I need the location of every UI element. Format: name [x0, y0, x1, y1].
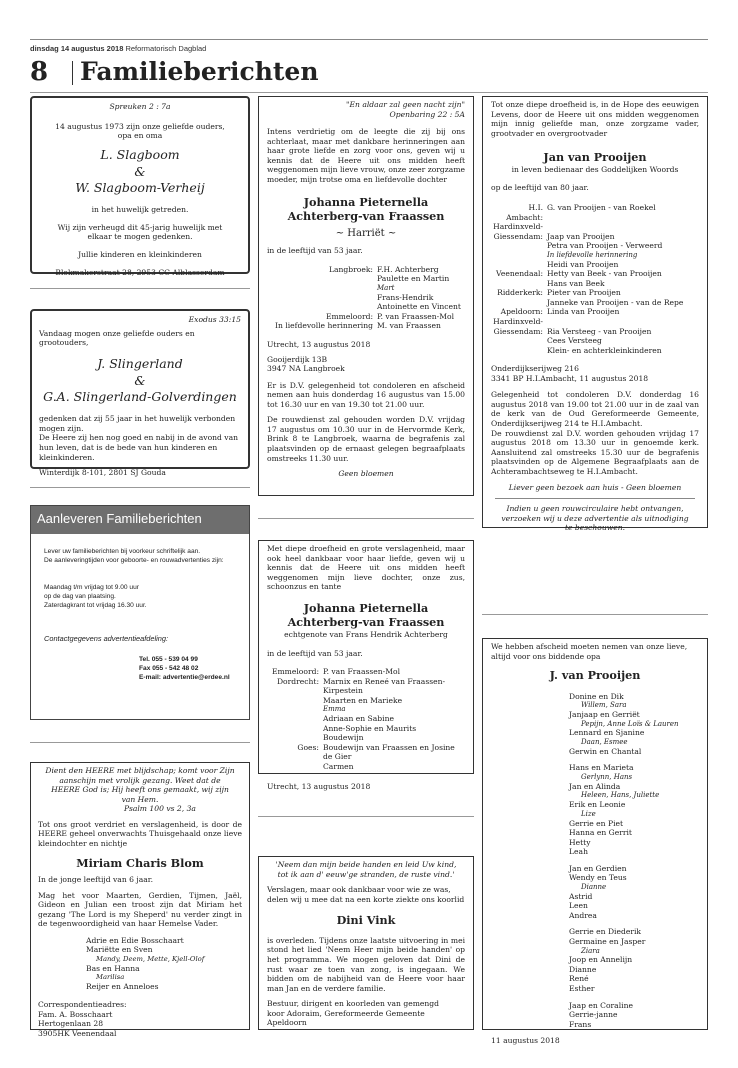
- role: in leven bedienaar des Goddelijken Woords: [511, 164, 679, 174]
- family-row: [267, 705, 465, 714]
- divider: [495, 498, 695, 499]
- grandchild: Dianne: [581, 882, 607, 891]
- row-label: Giessendam:: [493, 231, 543, 241]
- grandchild: Germaine en Jasper: [569, 936, 646, 946]
- grandchild: Gerrie-janne: [569, 1010, 618, 1020]
- sign-1: Bestuur, dirigent en koorleden van gemengd: [267, 999, 440, 1009]
- family-row: [491, 298, 699, 308]
- intro: Met diepe droefheid en grote verslagenheid, maar ook heel dankbaar voor haar liefde, geven wij u kennis dat de Heere uit ons midden heeft weggenomen mijn lieve dochter, onze zus, schoonzus en tante: [267, 544, 465, 592]
- family-member: Reijer en Anneloes: [86, 981, 159, 991]
- grandchild: Willem, Sara: [581, 701, 627, 710]
- row-names: Adriaan en Sabine: [323, 714, 394, 724]
- name-1: Johanna Pieternella: [303, 600, 429, 615]
- grandchild: Andrea: [569, 910, 597, 920]
- intro: Vandaag mogen onze geliefde ouders en grootouders,: [39, 328, 195, 348]
- addr-2: 3341 BP H.I.Ambacht, 11 augustus 2018: [491, 373, 649, 383]
- row-names: Jaap van Prooijen: [547, 231, 615, 241]
- date: Utrecht, 13 augustus 2018: [267, 339, 371, 349]
- family-row: [491, 241, 699, 251]
- family-row: [491, 279, 699, 289]
- page-number: 8: [30, 57, 49, 87]
- family-member: Marilisa: [96, 973, 125, 982]
- family-row: [267, 284, 465, 293]
- closing: Geen bloemen: [338, 469, 394, 479]
- row-label: Emmeloord:: [325, 311, 373, 321]
- header-dateline: [30, 44, 206, 53]
- row-label: Goes:: [297, 742, 319, 752]
- grandchild: Heleen, Hans, Juliette: [581, 791, 660, 800]
- grandchild: Donine en Dik: [569, 691, 624, 701]
- family-row: [267, 302, 465, 312]
- date: 11 augustus 2018: [491, 1036, 560, 1046]
- row-label: Dordrecht:: [276, 676, 319, 686]
- row-label: [491, 279, 547, 289]
- family-member: Mariëtte en Sven: [86, 945, 153, 955]
- family-row: [267, 321, 465, 331]
- delivery-body: [31, 534, 249, 683]
- death-notice-jan-grandchildren: [482, 638, 708, 1046]
- verse: Spreuken 2 : 7a: [109, 102, 171, 111]
- family-row: [267, 312, 465, 322]
- family-member: Adrie en Edie Bosschaart: [86, 935, 184, 945]
- death-notice-jan-family: [482, 96, 708, 533]
- family-table: [491, 203, 699, 355]
- age: in de leeftijd van 53 jaar.: [267, 246, 363, 256]
- row-names: Maarten en Marieke: [323, 695, 403, 705]
- family-row: [491, 260, 699, 270]
- family-row: [267, 696, 465, 706]
- verse: 'Neem dan mijn beide handen en leid Uw kind, tot ik aan d' eeuw'ge stranden, de ruste vind.': [275, 860, 457, 879]
- note: Indien u geen rouwcirculaire hebt ontvangen, verzoeken wij u deze advertentie als uitnodiging te beschouwen.: [501, 503, 689, 533]
- row-names: Mart: [377, 283, 395, 292]
- corr-label: Correspondentieadres:: [38, 1000, 127, 1010]
- family-row: [491, 203, 699, 222]
- intro: Intens verdrietig om de leegte die zij bij ons achterlaat, maar met dankbare herinneringen aan haar grote liefde en zorg voor ons, geven wij u kennis dat de Heere uit ons midden heeft weggenomen mijn lieve vrouw, onze zeer zorgzame moeder, mijn trotse oma en liefdevolle dochter: [267, 127, 466, 184]
- grandchild: Ziara: [581, 946, 600, 955]
- intro: We hebben afscheid moeten nemen van onze lieve, altijd voor ons biddende opa: [491, 642, 688, 661]
- addr-2: 3947 NA Langbroek: [267, 364, 345, 374]
- row-names: Petra van Prooijen - Verweerd: [547, 241, 663, 251]
- row-names: Carmen: [323, 761, 354, 771]
- age: in de leeftijd van 53 jaar.: [267, 648, 363, 658]
- header-paper: Reformatorisch Dagblad: [125, 44, 207, 53]
- anniversary-slagboom: [30, 96, 250, 277]
- intro: 14 augustus 1973 zijn onze geliefde ouders, opa en oma: [55, 121, 225, 141]
- row-label: Hardinxveld-: [493, 222, 543, 232]
- grandchild: Gerrie en Diederik: [569, 927, 641, 937]
- row-label: Langbroek:: [328, 264, 373, 274]
- row-label: H.I. Ambacht:: [506, 202, 543, 222]
- ampersand: &: [134, 163, 146, 179]
- name-2: Achterberg-van Fraassen: [287, 615, 445, 630]
- header-bottom-rule: [30, 92, 708, 93]
- row-names: P. van Fraassen-Mol: [377, 311, 454, 321]
- row-names: [547, 222, 699, 232]
- date: Utrecht, 13 augustus 2018: [267, 781, 371, 791]
- text-2: De Heere zij hen nog goed en nabij in de avond van hun leven, dat is de bede van hun kinderen en kleinkinderen.: [39, 433, 239, 462]
- grandchild: Lennard en Sjanine: [569, 728, 645, 738]
- row-label: Hardinxveld-: [493, 316, 543, 326]
- family-row: [267, 274, 465, 284]
- grandchild: Leah: [569, 847, 588, 857]
- family-member: Mandy, Deem, Mette, Kjell-Olof: [96, 955, 205, 963]
- row-label: [267, 274, 377, 284]
- spouse: echtgenote van Frans Hendrik Achterberg: [284, 629, 448, 639]
- name-2: G.A. Slingerland-Golverdingen: [43, 389, 237, 405]
- row-label: [267, 284, 377, 293]
- row-names: Ria Versteeg - van Prooijen: [547, 326, 652, 336]
- flowers: Liever geen bezoek aan huis - Geen bloemen: [508, 483, 682, 493]
- row-label: [267, 696, 323, 706]
- grandchildren-group: [569, 692, 699, 757]
- family-row: [491, 317, 699, 327]
- family-row: [491, 288, 699, 298]
- row-names: Cees Versteeg: [547, 336, 602, 346]
- row-label: In liefdevolle herinnering: [275, 321, 373, 331]
- family-row: [267, 667, 465, 677]
- delivery-line-3: Maandag t/m vrijdag tot 9.00 uur: [44, 583, 139, 591]
- verse-ref: Openbaring 22 : 5A: [389, 109, 465, 119]
- grandchild: Leen: [569, 901, 588, 911]
- row-names: Anne-Sophie en Maurits: [323, 723, 417, 733]
- row-names: Antoinette en Vincent: [377, 302, 461, 312]
- row-label: [267, 293, 377, 303]
- rule: [30, 288, 250, 289]
- row-names: Boudewijn: [323, 733, 364, 743]
- family-row: [491, 346, 699, 356]
- grandchild: Daan, Esmee: [581, 738, 628, 746]
- contact-heading: Contactgegevens advertentieafdeling:: [44, 634, 169, 644]
- intro: Tot onze diepe droefheid is, in de Hope des eeuwigen Levens, door de Heere uit ons midden weggenomen mijn innig geliefde man, onze zorgzame vader, grootvader en overgrootvader: [491, 100, 699, 138]
- family-member: Bas en Hanna: [86, 963, 140, 973]
- family-row: [267, 265, 465, 275]
- grandchild: Lize: [581, 809, 596, 818]
- ampersand: &: [134, 372, 146, 388]
- row-label: [491, 336, 547, 346]
- delivery-line-2: De aanleveringtijden voor geboorte- en rouwadvertenties zijn:: [44, 556, 224, 564]
- contact-lines: [44, 656, 243, 683]
- deceased-name: Dini Vink: [336, 913, 396, 928]
- delivery-title: Aanleveren Familieberichten: [31, 506, 249, 534]
- row-label: [267, 705, 323, 714]
- grandchild: Janjaap en Gerriët: [569, 710, 640, 720]
- name-1: Johanna Pieternella: [303, 194, 429, 209]
- grandchild: Hans en Marieta: [569, 763, 634, 773]
- death-notice-johanna-mother: [258, 540, 474, 791]
- row-names: Pieter van Prooijen: [547, 288, 621, 298]
- grandchildren-group: [569, 927, 699, 993]
- delivery-line-5: Zaterdagkrant tot vrijdag 16.30 uur.: [44, 601, 147, 609]
- row-names: [547, 317, 699, 327]
- family-row: [267, 293, 465, 303]
- intro: Tot ons groot verdriet en verslagenheid, is door de HEERE geheel onverwachts Thuisgehaald onze lieve kleindochter en nichtje: [38, 819, 242, 848]
- row-names: Emma: [323, 705, 346, 714]
- row-names: Janneke van Prooijen - van de Repe: [547, 297, 684, 307]
- address: Winterdijk 8-101, 2801 SJ Gouda: [39, 468, 166, 478]
- grandchild: René: [569, 974, 589, 984]
- row-names: Hans van Beek: [547, 278, 605, 288]
- page-title: Familieberichten: [80, 57, 319, 86]
- condolence: Gelegenheid tot condoleren D.V. donderdag 16 augustus 2018 van 19.00 tot 21.00 uur in de zaal van de kerk van de Oud Gereformeerde Gemeente, Onderdijkserijweg 214 te H.I.Ambacht.: [491, 390, 699, 428]
- intro: Verslagen, maar ook dankbaar voor wie ze was, delen wij u mee dat na een korte ziekte ons koorlid: [267, 885, 465, 904]
- row-label: [491, 241, 547, 251]
- row-names: Frans-Hendrik: [377, 292, 434, 302]
- delivery-line-1: Lever uw familieberichten bij voorkeur schriftelijk aan.: [44, 548, 201, 555]
- family-table: [267, 667, 465, 771]
- anniversary-slingerland: [30, 309, 250, 478]
- grandchildren-group: [569, 1001, 699, 1030]
- corr-1: Fam. A. Bosschaart: [38, 1009, 113, 1019]
- text: is overleden. Tijdens onze laatste uitvoering in mei stond het lied 'Neem Heer mijn beide handen' op het programma. We mogen geloven dat Dini de rust waar ze toen van zong, is ingegaan. We bidden om de nabijheid van de Heere voor haar man Jan en de verdere familie.: [267, 935, 465, 993]
- name-2: Achterberg-van Fraassen: [287, 209, 445, 224]
- row-names: In liefdevolle herinnering: [547, 250, 638, 259]
- service: De rouwdienst zal gehouden worden D.V. vrijdag 17 augustus om 10.30 uur in de Hervormde Kerk, Brink 8 te Langbroek, waarna de begrafenis zal plaatsvinden op de ernaast gelegen begraafplaats omstreeks 11.30 uur.: [267, 415, 465, 463]
- deceased-name: J. van Prooijen: [549, 668, 641, 683]
- top-rule: [30, 39, 708, 40]
- family: Jullie kinderen en kleinkinderen: [78, 250, 202, 259]
- name-1: J. Slingerland: [97, 355, 183, 371]
- grandchild: Gerwin en Chantal: [569, 746, 642, 756]
- death-notice-miriam: [30, 762, 250, 1038]
- grandchild: Wendy en Teus: [569, 873, 627, 883]
- row-label: [267, 762, 323, 772]
- sign-2: koor Adoraim, Gereformeerde Gemeente: [267, 1008, 425, 1018]
- age: In de jonge leeftijd van 6 jaar.: [38, 875, 153, 885]
- row-names: F.H. Achterberg: [377, 264, 439, 274]
- row-names: G. van Prooijen - van Roekel: [547, 202, 656, 212]
- corr-2: Hertogenlaan 28: [38, 1019, 104, 1029]
- addr-1: Gooijerdijk 13B: [267, 354, 328, 364]
- family-row: [491, 307, 699, 317]
- rule: [258, 518, 474, 519]
- name-1: L. Slagboom: [100, 146, 180, 162]
- row-label: Giessendam:: [493, 326, 543, 336]
- grandchild: Astrid: [569, 891, 593, 901]
- death-notice-dini: [258, 856, 474, 1030]
- row-names: Boudewijn van Fraassen en Josine de Gier: [323, 742, 455, 762]
- family-row: [267, 714, 465, 724]
- family-row: [491, 222, 699, 232]
- delivery-line-4: op de dag van plaatsing.: [44, 592, 116, 600]
- condolence: Er is D.V. gelegenheid tot condoleren en afscheid nemen aan huis donderdag 16 augustus van 15.00 tot 16.30 uur en van 19.30 tot 21.00 uur.: [267, 380, 465, 409]
- grandchild: Hetty: [569, 837, 591, 847]
- name-2: W. Slagboom-Verheij: [75, 180, 205, 196]
- rule: [258, 816, 474, 817]
- row-label: [491, 346, 547, 356]
- row-label: Ridderkerk:: [497, 288, 543, 298]
- fax: Fax 055 - 542 48 02: [139, 665, 199, 673]
- grandchild: Pepijn, Anne Loïs & Lauren: [581, 719, 679, 728]
- addr-1: Onderdijkserijweg 216: [491, 364, 579, 374]
- rule: [30, 487, 250, 488]
- verse-ref: Psalm 100 vs 2, 3a: [124, 804, 196, 814]
- grandchild: Joop en Annelijn: [569, 955, 633, 965]
- family-row: [491, 327, 699, 337]
- row-names: Paulette en Martin: [377, 274, 450, 284]
- grandchild: Jan en Gerdien: [569, 863, 627, 873]
- grandchild: Jaap en Coraline: [569, 1000, 633, 1010]
- family-row: [267, 677, 465, 696]
- joy: Wij zijn verheugd dit 45-jarig huwelijk met elkaar te mogen gedenken.: [57, 222, 223, 242]
- row-label: Veenendaal:: [496, 269, 543, 279]
- rule: [482, 614, 708, 615]
- age: op de leeftijd van 80 jaar.: [491, 183, 589, 193]
- row-label: [491, 298, 547, 308]
- verse: Exodus 33:15: [188, 315, 241, 324]
- married: in het huwelijk getreden.: [91, 205, 189, 215]
- nickname: ~ Harriët ~: [335, 227, 397, 239]
- rule: [30, 742, 250, 743]
- header-divider: [72, 61, 73, 85]
- deceased-name: Jan van Prooijen: [543, 150, 647, 165]
- sign-3: Apeldoorn: [267, 1018, 307, 1028]
- family-row: [267, 762, 465, 772]
- death-notice-johanna-family: [258, 96, 474, 496]
- grandchild: Erik en Leonie: [569, 800, 626, 810]
- grandchildren-list: [491, 692, 699, 1030]
- row-label: [267, 302, 377, 312]
- verse: Dient den HEERE met blijdschap; komt voor Zijn aanschijn met vrolijk gezang. Weet dat de HEERE God is; Hij heeft ons gemaakt, wij zijn van Hem.: [45, 766, 235, 804]
- family-row: [491, 336, 699, 346]
- row-names: Linda van Prooijen: [547, 307, 620, 317]
- grandchild: Gerrie en Piet: [569, 818, 624, 828]
- row-label: [491, 260, 547, 270]
- row-label: [267, 733, 323, 743]
- grandchild: Frans: [569, 1019, 592, 1029]
- row-label: [267, 724, 323, 734]
- row-names: Hetty van Beek - van Prooijen: [547, 269, 662, 279]
- grandchildren-group: [569, 763, 699, 856]
- verse: "En aldaar zal geen nacht zijn": [346, 100, 465, 109]
- delivery-info-box: [30, 505, 250, 720]
- deceased-name: Miriam Charis Blom: [76, 855, 204, 870]
- family-row: [491, 232, 699, 242]
- text: Mag het voor Maarten, Gerdien, Tijmen, Jaël, Gideon en Julian een troost zijn dat Miriam het gezang 'The Lord is my Sheperd' nu verder zingt in de tegenwoordigheid van haar Hemelse Vader.: [38, 890, 242, 929]
- family-row: [267, 724, 465, 734]
- grandchild: Jan en Alinda: [569, 781, 621, 791]
- address: Blokmakerstraat 28, 2953 CC Alblasserdam: [55, 267, 225, 277]
- row-label: [267, 714, 323, 724]
- family-row: [267, 733, 465, 743]
- row-names: Heidi van Prooijen: [547, 259, 619, 269]
- row-names: M. van Fraassen: [377, 321, 441, 331]
- corr-3: 3905HK Veenendaal: [38, 1028, 117, 1038]
- email-link[interactable]: E-mail: advertentie@erdee.nl: [139, 674, 230, 682]
- row-label: Apeldoorn:: [500, 307, 543, 317]
- family-row: [491, 251, 699, 260]
- row-label: Emmeloord:: [271, 667, 319, 677]
- header-date: dinsdag 14 augustus 2018: [30, 44, 124, 53]
- row-names: Klein- en achterkleinkinderen: [547, 345, 662, 355]
- row-names: P. van Fraassen-Mol: [323, 667, 400, 677]
- text-1: gedenken dat zij 55 jaar in het huwelijk verbonden mogen zijn.: [39, 414, 236, 433]
- grandchildren-group: [569, 864, 699, 921]
- phone: Tel. 055 - 539 04 99: [139, 656, 198, 664]
- service: De rouwdienst zal D.V. worden gehouden vrijdag 17 augustus 2018 om 13.30 uur in genoemde kerk. Aansluitend zal omstreeks 15.30 uur de begrafenis plaatsvinden op de Algemene Begraafplaats aan de Achterambachtseweg te H.I.Ambacht.: [491, 428, 699, 476]
- row-names: Marnix en Reneé van Fraassen-Kirpestein: [323, 676, 446, 696]
- row-label: [491, 251, 547, 260]
- grandchild: Esther: [569, 984, 595, 993]
- grandchild: Hanna en Gerrit: [569, 828, 632, 838]
- family-list: [38, 936, 242, 991]
- family-row: [491, 269, 699, 279]
- family-table: [267, 265, 465, 331]
- grandchild: Gerlynn, Hans: [581, 772, 633, 781]
- family-row: [267, 743, 465, 762]
- grandchild: Dianne: [569, 964, 597, 974]
